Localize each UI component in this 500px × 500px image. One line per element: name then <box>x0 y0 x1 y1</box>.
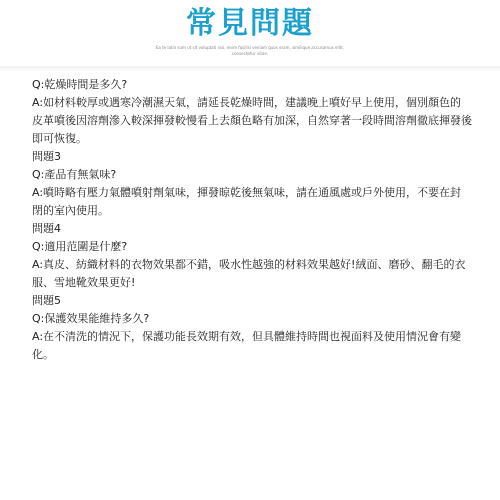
faq-question-2: Q:乾燥時間是多久? <box>32 78 128 91</box>
faq-question-4: Q:適用范圍是什麼? <box>32 240 128 253</box>
faq-content <box>32 76 472 364</box>
faq-heading-5: 問題5 <box>32 294 61 307</box>
faq-answer-5: A:在不清洗的情況下，保護功能長效期有效，但具體維持時間也視面料及使用情況會有變化。 <box>32 330 462 361</box>
header-divider <box>0 66 500 72</box>
page-subtitle: Ea te latin sum ut sit voluptati nisi, enim facilisi veniam quos eram, similique accusamus elitr, consectetur vitae. <box>155 45 345 56</box>
faq-heading-3: 問題3 <box>32 150 61 163</box>
faq-answer-3: A:噴時略有壓力氣體噴射劑氣味，揮發晾乾後無氣味，請在通風處或戶外使用，不要在封閉的室內使用。 <box>32 186 462 217</box>
faq-question-5: Q:保護效果能維持多久? <box>32 312 150 325</box>
page-header <box>0 0 500 72</box>
faq-heading-4: 問題4 <box>32 222 61 235</box>
faq-question-3: Q:產品有無氣味? <box>32 168 117 181</box>
faq-answer-2: A:如材料較厚或遇寒冷潮濕天氣，請延長乾燥時間，建議晚上噴好早上使用，個別顏色的皮革噴後因溶劑滲入較深揮發較慢看上去顏色略有加深，自然穿著一段時間溶劑徹底揮發後即可恢復。 <box>32 96 472 145</box>
page-title: 常見問題 <box>186 6 314 41</box>
faq-answer-4: A:真皮、紡織材料的衣物效果都不錯，吸水性越強的材料效果越好!絨面、磨砂、翻毛的衣服、雪地靴效果更好! <box>32 258 466 289</box>
